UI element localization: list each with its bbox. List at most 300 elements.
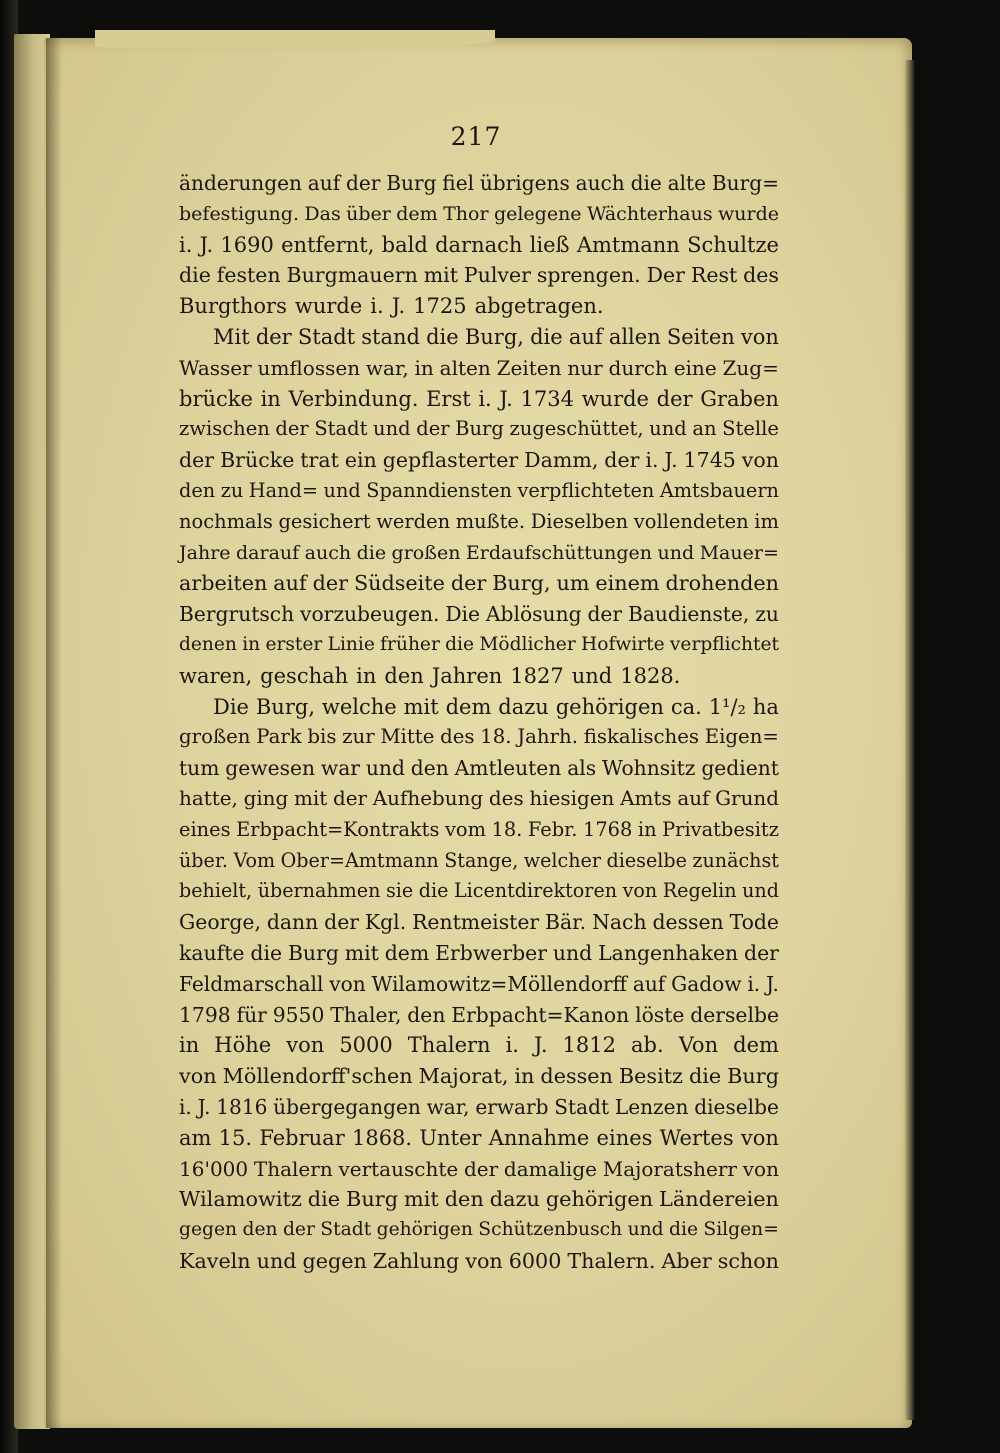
- word: zu: [755, 602, 779, 627]
- word: die: [530, 324, 563, 349]
- word: die: [445, 633, 475, 655]
- word: und: [571, 663, 613, 688]
- word: welche: [321, 694, 397, 719]
- word: Mit: [213, 324, 250, 349]
- word: 16'000: [179, 1156, 249, 1181]
- word: 1¹/₂: [708, 694, 746, 719]
- word: ging: [243, 786, 289, 810]
- word: Baudienste,: [627, 602, 750, 627]
- word: dieselbe: [606, 848, 687, 872]
- word: kaufte: [179, 940, 245, 965]
- word: und: [365, 756, 405, 781]
- word: 1768: [583, 817, 633, 841]
- word: Burg: [346, 1187, 399, 1212]
- word: der: [463, 1156, 499, 1181]
- word: den: [444, 1187, 484, 1212]
- word: über.: [179, 848, 228, 872]
- text-line: [179, 291, 779, 322]
- word: Stadt: [320, 1219, 372, 1241]
- word: Erbpacht=Kanon: [451, 1002, 630, 1027]
- word: 1868.: [351, 1125, 413, 1150]
- word: Jahren: [431, 663, 503, 688]
- word: eine: [673, 355, 717, 380]
- word: darnach: [435, 232, 523, 257]
- word: i.: [645, 448, 659, 473]
- word: und: [373, 417, 411, 441]
- word: und: [256, 1248, 297, 1273]
- word: Wilamowitz=Möllendorff: [371, 971, 627, 996]
- word: Kaveln: [179, 1248, 251, 1273]
- word: Erdaufschüttungen: [465, 541, 653, 564]
- word: Dieselben: [530, 509, 629, 533]
- text-line: [179, 260, 779, 291]
- word: änderungen: [179, 171, 302, 195]
- word: Stadt: [297, 324, 356, 349]
- text-line: [179, 692, 779, 723]
- page-right-edge: [905, 60, 915, 1420]
- word: zu: [220, 478, 244, 502]
- word: bis: [307, 725, 337, 749]
- word: 1812: [562, 1033, 616, 1058]
- word: mit: [403, 694, 439, 719]
- word: behielt,: [179, 879, 253, 903]
- word: Wohnsitz: [602, 756, 696, 781]
- word: Wertes: [659, 1125, 734, 1150]
- text-line: [179, 1030, 779, 1061]
- word: Rentmeister: [412, 910, 540, 935]
- word: Licentdirektoren: [453, 879, 618, 903]
- word: sie: [385, 879, 414, 903]
- word: Ober=Amtmann: [280, 848, 439, 872]
- word: drohenden: [665, 571, 779, 596]
- word: i.: [505, 1033, 519, 1058]
- word: von: [740, 1125, 779, 1150]
- word: Gadow: [671, 971, 742, 996]
- word: des: [440, 725, 475, 749]
- word: gepflasterter: [382, 448, 519, 473]
- word: an: [692, 417, 717, 441]
- word: J.: [391, 294, 406, 319]
- word: Aber: [661, 1248, 712, 1273]
- word: gelegene: [493, 202, 582, 225]
- word: Die: [213, 694, 249, 719]
- word: ha: [752, 694, 779, 719]
- word: gegen: [302, 1248, 367, 1273]
- word: Park: [256, 725, 302, 749]
- word: dieselbe: [694, 1094, 779, 1119]
- word: Burg=: [711, 171, 779, 195]
- word: Stelle: [722, 417, 779, 441]
- word: in: [414, 355, 434, 380]
- word: gewesen: [225, 756, 316, 781]
- word: Ländereien: [659, 1187, 779, 1212]
- word: des: [488, 786, 524, 810]
- word: befestigung.: [179, 202, 299, 225]
- word: Erst: [426, 386, 471, 411]
- word: waren,: [179, 663, 253, 688]
- word: um: [556, 571, 590, 596]
- word: Der: [646, 263, 685, 288]
- word: Graben: [700, 386, 779, 411]
- word: am: [179, 1125, 212, 1150]
- word: darauf: [236, 541, 300, 564]
- word: gehörigen: [555, 694, 664, 719]
- word: Ablösung: [485, 602, 582, 627]
- word: Zahlung: [372, 1248, 460, 1273]
- word: 9550: [272, 1002, 325, 1027]
- word: Majorat,: [418, 1064, 509, 1089]
- word: großen: [391, 541, 461, 564]
- word: fiel: [442, 171, 475, 195]
- word: allen: [608, 324, 661, 349]
- word: in: [637, 817, 657, 841]
- word: von: [286, 1033, 325, 1058]
- word: dem: [384, 940, 430, 965]
- word: Schützenbusch: [478, 1219, 623, 1241]
- word: Burg,: [492, 571, 551, 596]
- text-line: [179, 753, 779, 784]
- word: Burg: [727, 1064, 779, 1089]
- word: Burg: [455, 417, 504, 441]
- word: Mauer=: [699, 541, 779, 564]
- word: wurde: [294, 294, 363, 319]
- word: und: [657, 541, 695, 564]
- word: Burgmauern: [286, 263, 418, 288]
- word: Amtleuten: [454, 756, 562, 781]
- word: Das: [304, 202, 341, 225]
- word: vorzubeugen.: [300, 602, 440, 627]
- word: der: [275, 417, 309, 441]
- word: Langenhaken: [598, 940, 739, 965]
- word: denen: [179, 633, 237, 655]
- text-line: [179, 876, 779, 907]
- word: hatte,: [179, 786, 238, 810]
- word: übergegangen: [273, 1094, 421, 1119]
- word: auf: [568, 324, 603, 349]
- word: den: [407, 1002, 446, 1027]
- word: die: [688, 1064, 722, 1089]
- word: Burgthors: [179, 294, 287, 319]
- word: vollendeten: [633, 509, 749, 533]
- word: als: [567, 756, 597, 781]
- word: zugeschüttet,: [509, 417, 644, 441]
- word: Febr.: [527, 817, 578, 841]
- word: die: [426, 324, 459, 349]
- word: die: [307, 1187, 341, 1212]
- word: brücke: [179, 386, 253, 411]
- word: i.: [179, 1094, 192, 1119]
- word: Feldmarschall: [179, 971, 324, 996]
- word: ca.: [670, 694, 702, 719]
- word: Burg,: [464, 324, 524, 349]
- word: war: [320, 756, 360, 781]
- word: 5000: [339, 1033, 393, 1058]
- word: Februar: [259, 1125, 345, 1150]
- word: stand: [361, 324, 420, 349]
- word: die: [250, 940, 283, 965]
- word: Thor: [443, 202, 489, 225]
- word: gehörigen: [376, 1219, 473, 1241]
- word: 1725: [413, 294, 467, 319]
- word: auf: [273, 571, 307, 596]
- word: Mitte: [380, 725, 435, 749]
- word: i.: [747, 971, 761, 996]
- word: i.: [370, 294, 384, 319]
- word: Kgl.: [364, 910, 407, 935]
- word: gesichert: [278, 509, 371, 533]
- word: J.: [199, 232, 214, 257]
- word: i.: [179, 232, 193, 257]
- word: nur: [567, 355, 603, 380]
- text-line: [179, 1246, 779, 1277]
- word: dazu: [489, 1187, 540, 1212]
- word: alte: [667, 171, 707, 195]
- word: Verbindung.: [288, 386, 419, 411]
- word: dem: [733, 1033, 779, 1058]
- text-line: [179, 907, 779, 938]
- word: auch: [304, 541, 352, 564]
- page-number: 217: [450, 122, 502, 151]
- word: Stadt: [554, 1094, 610, 1119]
- word: in: [356, 663, 377, 688]
- word: großen: [179, 725, 251, 749]
- word: und: [552, 940, 593, 965]
- word: für: [236, 1002, 267, 1027]
- word: einem: [595, 571, 660, 596]
- text-line: [179, 1123, 779, 1154]
- text-line: [179, 599, 779, 630]
- word: Jahre: [179, 541, 231, 564]
- word: Privatbesitz: [662, 817, 779, 841]
- word: schon: [717, 1248, 779, 1273]
- word: Zeiten: [496, 355, 562, 380]
- word: und: [323, 478, 361, 502]
- word: dessen: [652, 910, 724, 935]
- word: der: [604, 448, 640, 473]
- word: die: [630, 171, 662, 195]
- word: die: [179, 263, 211, 288]
- word: Majoratsherr: [602, 1156, 737, 1181]
- text-line: [179, 1061, 779, 1092]
- word: 1690: [220, 232, 274, 257]
- word: ein: [344, 448, 377, 473]
- word: Von: [678, 1033, 719, 1058]
- word: eines: [179, 817, 231, 841]
- word: ließ: [529, 232, 570, 257]
- text-line: [179, 230, 779, 261]
- word: der: [324, 910, 360, 935]
- word: welcher: [523, 848, 601, 872]
- word: der: [587, 602, 623, 627]
- word: nochmals: [179, 509, 273, 533]
- word: Zug=: [722, 355, 779, 380]
- word: mit: [404, 1187, 439, 1212]
- text-line: [179, 1184, 779, 1215]
- word: über: [346, 202, 391, 225]
- word: J.: [534, 1033, 548, 1058]
- word: werden: [376, 509, 451, 533]
- word: sprengen.: [536, 263, 641, 288]
- word: 1816: [216, 1094, 268, 1119]
- word: Südseite: [353, 571, 445, 596]
- word: Linie: [327, 633, 375, 655]
- text-line: [179, 353, 779, 384]
- word: Lenzen: [614, 1094, 689, 1119]
- word: Hofwirte: [581, 633, 665, 655]
- text-line: [179, 1000, 779, 1031]
- word: von: [329, 971, 366, 996]
- word: Besitz: [618, 1064, 683, 1089]
- word: Erbpacht=Kontrakts: [236, 817, 440, 841]
- word: mit: [294, 786, 328, 810]
- word: dem: [445, 694, 492, 719]
- word: im: [754, 509, 779, 533]
- word: zwischen: [179, 417, 270, 441]
- word: übernahmen: [257, 879, 381, 903]
- word: i.: [478, 386, 492, 411]
- word: zunächst: [692, 848, 779, 872]
- text-line: [179, 322, 779, 353]
- word: Jahrh.: [517, 725, 579, 749]
- word: der: [333, 786, 368, 810]
- word: auf: [677, 786, 710, 810]
- word: 6000: [508, 1248, 562, 1273]
- word: der: [744, 940, 779, 965]
- text-line: [179, 507, 779, 538]
- word: Amtmann: [576, 232, 680, 257]
- word: dann: [266, 910, 319, 935]
- word: erster: [265, 633, 323, 655]
- word: in: [514, 1064, 535, 1089]
- word: Unter: [419, 1125, 482, 1150]
- word: 1828.: [620, 663, 681, 688]
- word: war,: [426, 1094, 470, 1119]
- word: bald: [381, 232, 428, 257]
- word: Burg: [287, 940, 339, 965]
- body-text: [179, 168, 779, 1277]
- word: hiesigen: [529, 786, 615, 810]
- word: dazu: [498, 694, 549, 719]
- word: vom: [444, 817, 486, 841]
- word: früher: [380, 633, 440, 655]
- text-line: [179, 445, 779, 476]
- word: der: [282, 1219, 315, 1241]
- word: durch: [608, 355, 668, 380]
- word: George,: [179, 910, 261, 935]
- word: Bergrutsch: [179, 602, 295, 627]
- word: von: [741, 448, 779, 473]
- word: erwarb: [475, 1094, 549, 1119]
- text-line: [179, 722, 779, 753]
- word: Rest: [690, 263, 738, 288]
- word: 1745: [683, 448, 736, 473]
- word: Annahme: [488, 1125, 590, 1150]
- word: die: [418, 879, 449, 903]
- word: Die: [445, 602, 481, 627]
- word: in: [260, 386, 281, 411]
- word: wurde: [581, 386, 649, 411]
- page-top-edge: [95, 30, 495, 48]
- text-line: [179, 168, 779, 199]
- word: Thalern.: [567, 1248, 656, 1273]
- word: 1798: [179, 1002, 231, 1027]
- text-line: [179, 199, 779, 230]
- word: Schultze: [687, 232, 779, 257]
- word: die: [356, 541, 387, 564]
- word: damalige: [503, 1156, 597, 1181]
- text-line: [179, 784, 779, 815]
- word: dem: [396, 202, 438, 225]
- word: Stadt: [314, 417, 368, 441]
- text-line: [179, 846, 779, 877]
- word: Nach: [592, 910, 647, 935]
- word: der: [179, 448, 215, 473]
- word: umflossen: [257, 355, 361, 380]
- text-line: [179, 969, 779, 1000]
- word: 18.: [480, 725, 512, 749]
- word: den: [179, 478, 216, 502]
- word: Hand=: [248, 478, 319, 502]
- word: Grund: [715, 786, 779, 810]
- word: Höhe: [214, 1033, 272, 1058]
- word: und: [742, 879, 779, 903]
- word: Erbwerber: [435, 940, 548, 965]
- word: zur: [342, 725, 375, 749]
- word: Tode: [729, 910, 779, 935]
- word: Spanndiensten: [366, 478, 512, 502]
- word: Bär.: [545, 910, 587, 935]
- word: gedient: [701, 756, 779, 781]
- word: den: [384, 663, 424, 688]
- word: auch: [575, 171, 625, 195]
- word: von: [740, 324, 779, 349]
- word: dessen: [540, 1064, 613, 1089]
- word: mit: [344, 940, 379, 965]
- word: der: [416, 417, 450, 441]
- word: derselbe: [690, 1002, 779, 1027]
- word: J.: [499, 386, 513, 411]
- word: verpflichtet: [669, 633, 779, 655]
- word: festen: [216, 263, 281, 288]
- text-line: [179, 815, 779, 846]
- word: verpflichteten: [517, 478, 655, 502]
- word: löste: [635, 1002, 685, 1027]
- word: Wächterhaus: [586, 202, 713, 225]
- word: den: [410, 756, 449, 781]
- word: der: [346, 171, 381, 195]
- word: geschah: [260, 663, 349, 688]
- word: trat: [300, 448, 339, 473]
- word: abgetragen.: [474, 294, 604, 319]
- gutter-shadow: [46, 38, 62, 1428]
- word: von: [465, 1248, 503, 1273]
- word: 15.: [218, 1125, 253, 1150]
- word: Wilamowitz: [179, 1187, 302, 1212]
- word: in: [242, 633, 261, 655]
- word: Amtsbauern: [659, 478, 779, 502]
- word: Silgen=: [703, 1219, 779, 1241]
- word: Damm,: [524, 448, 599, 473]
- text-line: [179, 538, 779, 569]
- word: Amts: [620, 786, 672, 810]
- text-line: [179, 938, 779, 969]
- word: vertauschte: [338, 1156, 459, 1181]
- word: J.: [197, 1094, 211, 1119]
- word: des: [743, 263, 779, 288]
- word: arbeiten: [179, 571, 268, 596]
- word: 1734: [520, 386, 574, 411]
- word: Regelin: [662, 879, 737, 903]
